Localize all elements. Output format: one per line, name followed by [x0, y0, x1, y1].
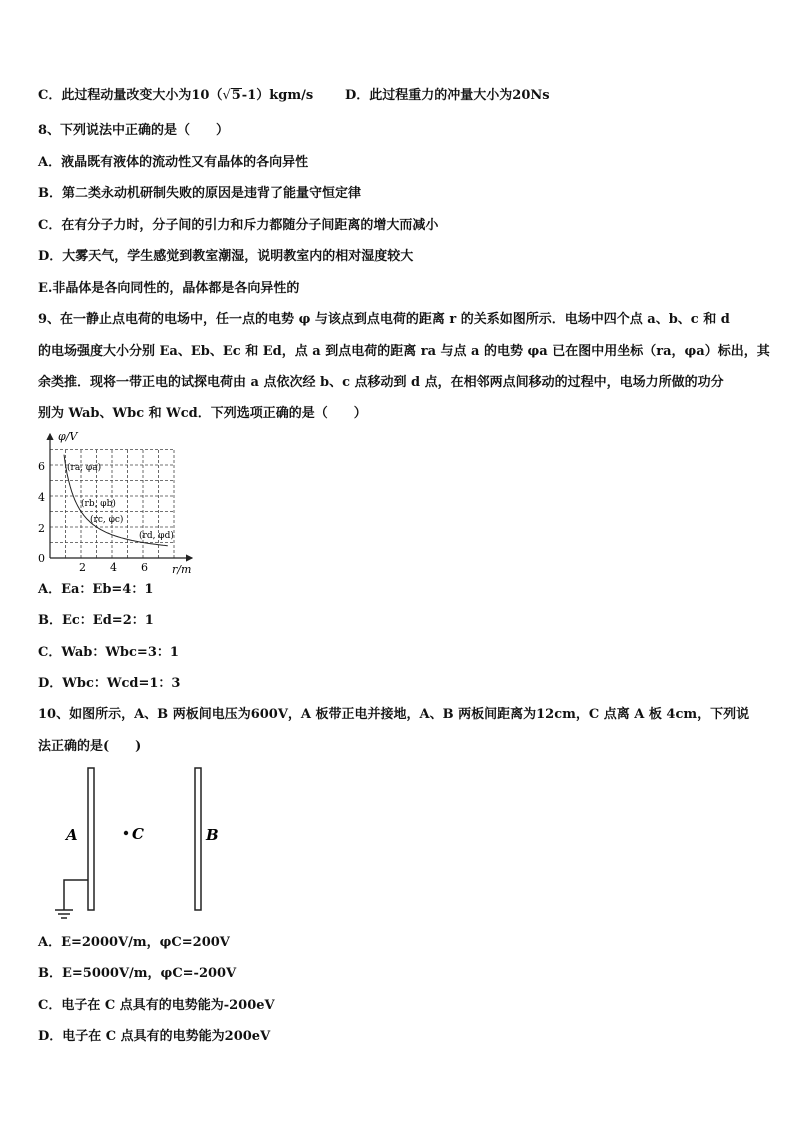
- q8-stem: 8、下列说法中正确的是（ ）: [38, 123, 230, 138]
- q10-option-c: C．电子在 C 点具有的电势能为-200eV: [38, 998, 275, 1013]
- y-tick-4: 4: [38, 491, 45, 504]
- q9-option-d: D．Wbc：Wcd=1：3: [38, 676, 181, 691]
- y-tick-6: 6: [38, 460, 45, 473]
- q8-option-a: A．液晶既有液体的流动性又有晶体的各向异性: [38, 155, 309, 170]
- x-tick-4: 4: [110, 561, 117, 574]
- q9-option-c: C．Wab：Wbc=3：1: [38, 645, 179, 660]
- q10-stem-line-2: 法正确的是( ): [38, 739, 142, 754]
- point-d-label: (rd, φd): [139, 531, 174, 541]
- q8-option-b: B．第二类永动机研制失败的原因是违背了能量守恒定律: [38, 186, 361, 201]
- q7-option-c: C．此过程动量改变大小为10（√5-1）kgm/s: [38, 88, 314, 103]
- q10-option-b: B．E=5000V/m，φC=-200V: [38, 966, 237, 981]
- plate-b-label: B: [206, 826, 219, 844]
- q9-stem-line-3: 余类推．现将一带正电的试探电荷由 a 点依次经 b、c 点移动到 d 点，在相邻两点间移动的过程中，电场力所做的功分: [38, 375, 724, 390]
- point-c-dot: [124, 831, 128, 835]
- q9-stem-line-4: 别为 Wab、Wbc 和 Wcd．下列选项正确的是（ ）: [38, 406, 367, 421]
- point-c-label: C: [132, 825, 144, 843]
- point-a-label: (ra, φa): [67, 463, 102, 473]
- q8-option-e: E.非晶体是各向同性的，晶体都是各向异性的: [38, 281, 300, 296]
- q7-option-d: D．此过程重力的冲量大小为20Ns: [345, 88, 550, 103]
- y-axis-label: φ/V: [58, 430, 78, 443]
- point-b-label: (rb, φb): [81, 499, 116, 509]
- q9-option-a: A．Ea：Eb=4：1: [38, 582, 154, 597]
- y-tick-0: 0: [38, 552, 45, 565]
- ground-wire: [64, 880, 88, 910]
- plate-b: [195, 768, 201, 910]
- q10-capacitor-figure: [52, 764, 232, 926]
- plate-a: [88, 768, 94, 910]
- y-tick-2: 2: [38, 522, 45, 535]
- q8-option-c: C．在有分子力时，分子间的引力和斥力都随分子间距离的增大而减小: [38, 218, 439, 233]
- q10-option-a: A．E=2000V/m，φC=200V: [38, 935, 230, 950]
- q9-stem-line-1: 9、在一静止点电荷的电场中，任一点的电势 φ 与该点到点电荷的距离 r 的关系如图所示．电场中四个点 a、b、c 和 d: [38, 312, 730, 327]
- x-tick-2: 2: [79, 561, 86, 574]
- x-tick-6: 6: [141, 561, 148, 574]
- point-c-label: (rc, φc): [90, 515, 124, 525]
- q9-stem-line-2: 的电场强度大小分别 Ea、Eb、Ec 和 Ed，点 a 到点电荷的距离 ra 与点 a 的电势 φa 已在图中用坐标（ra，φa）标出，其: [38, 344, 770, 359]
- q10-stem-line-1: 10、如图所示，A、B 两板间电压为600V，A 板带正电并接地，A、B 两板间距离为12cm，C 点离 A 板 4cm，下列说: [38, 707, 750, 722]
- q9-phi-r-graph: [34, 428, 199, 578]
- plate-a-label: A: [66, 826, 78, 844]
- q8-option-d: D．大雾天气，学生感觉到教室潮湿，说明教室内的相对湿度较大: [38, 249, 414, 264]
- x-axis-label: r/m: [172, 563, 192, 576]
- q9-option-b: B．Ec：Ed=2：1: [38, 613, 154, 628]
- q10-option-d: D．电子在 C 点具有的电势能为200eV: [38, 1029, 271, 1044]
